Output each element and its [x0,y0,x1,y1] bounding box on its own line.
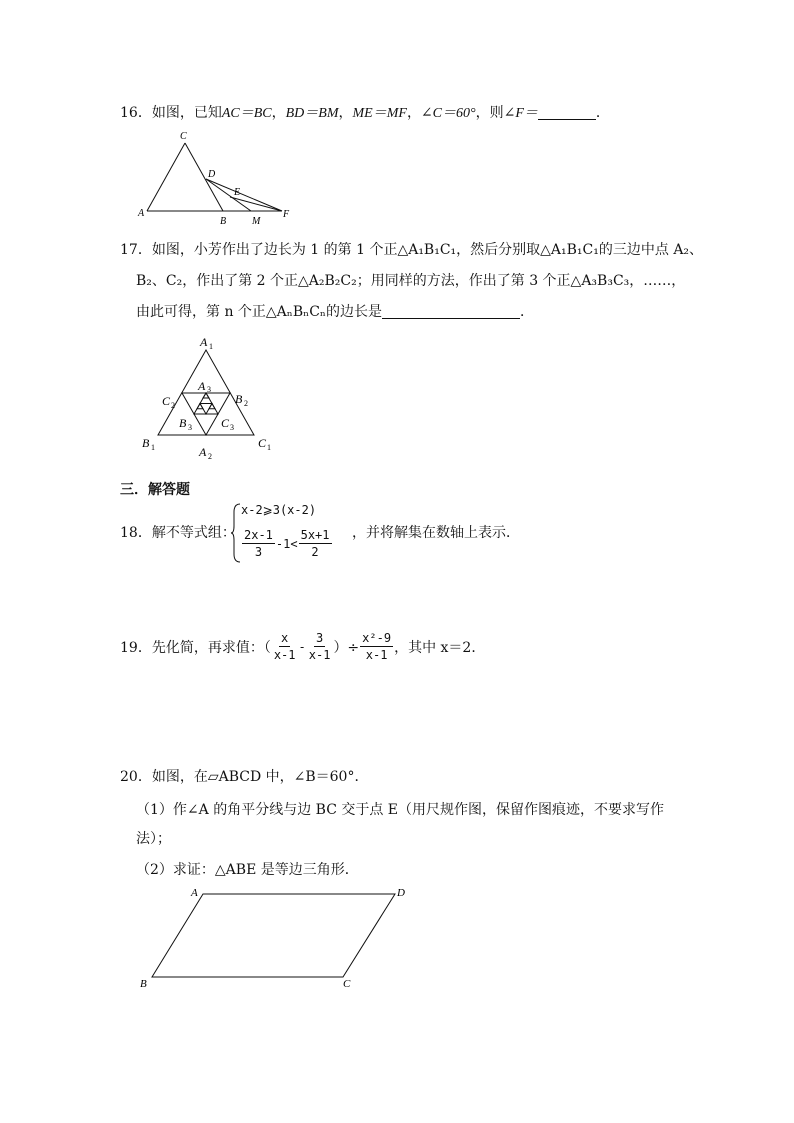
svg-text:2: 2 [208,452,212,461]
label-C3: C [221,416,230,430]
label-B: B [140,978,147,990]
label-M: M [252,216,261,227]
label-B: B [220,216,227,227]
q18-tail: ，并将解集在数轴上表示． [352,525,520,541]
label-C: C [180,131,187,142]
q17-line3: 由此可得，第 n 个正△AₙBₙCₙ的边长是 ． [136,304,534,320]
q18-label: 18．解不等式组： [120,525,236,541]
inequality-1: x-2⩾3(x-2) [241,503,317,517]
label-A3: A [198,379,206,393]
svg-text:3: 3 [188,423,192,432]
q19-text: 19．先化简，再求值：（ $\frac{x}{x-1}$ - $\frac{3}{x-1}$ ）÷ $\frac{\text{x²-9}}{x-1}$ ，其中 x＝2． [120,631,486,662]
q17-line2: B₂、C₂，作出了第 2 个正△A₂B₂C₂；用同样的方法，作出了第 3 个正△A₃B₃C₃，……， [136,273,686,289]
label-A2: A [199,445,207,459]
label-A: A [191,887,198,899]
label-B3: B [179,416,187,430]
label-B1: B [142,436,150,450]
q17-line1: 17．如图，小芳作出了边长为 1 的第 1 个正△A₁B₁C₁，然后分别取△A₁B₁C₁的三边中点 A₂、 [120,242,704,258]
label-F: F [283,209,290,220]
svg-text:1: 1 [151,443,155,452]
label-D: D [397,887,405,899]
label-E: E [234,187,241,198]
answer-blank-16[interactable] [538,105,596,120]
label-A1: A [200,335,208,349]
svg-text:3: 3 [207,385,211,394]
svg-text:1: 1 [209,342,213,351]
inequality-2: $\frac{2x-1}{3}$ -1< $\frac{5x+1}{2}$ [244,528,330,559]
q20-part1-line2: 法）； [136,831,171,847]
figure-q20-parallelogram [130,880,420,995]
q20-part2: （2）求证：△ABE 是等边三角形． [136,862,359,878]
svg-text:2: 2 [244,399,248,408]
answer-blank-17[interactable] [382,304,520,319]
label-C2: C [162,394,171,408]
svg-text:1: 1 [267,443,271,452]
q20-text: 20．如图，在▱ABCD 中，∠B＝60°． [120,769,369,785]
label-A: A [138,208,145,219]
q20-part1-line1: （1）作∠A 的角平分线与边 BC 交于点 E（用尺规作图，保留作图痕迹，不要求写作 [136,802,665,818]
label-D: D [208,169,216,180]
svg-text:2: 2 [171,401,175,410]
label-B2: B [235,392,243,406]
figure-q16 [130,128,300,228]
q16-text: 16．如图，已知AC＝BC，BD＝BM，ME＝MF，∠C＝60°，则∠F＝ ． [120,105,610,121]
label-C: C [343,978,351,990]
section-heading: 三．解答题 [120,482,190,498]
figure-q17 [136,332,286,462]
svg-text:3: 3 [230,423,234,432]
label-C1: C [258,436,267,450]
